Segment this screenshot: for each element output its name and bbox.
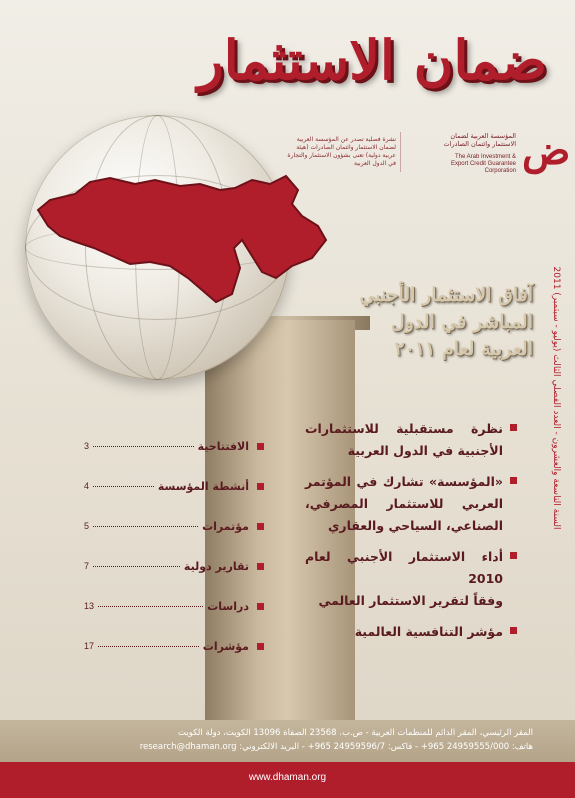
bullet-icon bbox=[257, 483, 264, 490]
toc-label: دراسات bbox=[207, 599, 249, 613]
toc-page: 4 bbox=[84, 481, 90, 491]
toc-label: أنشطة المؤسسة bbox=[157, 479, 249, 493]
bullet-icon bbox=[510, 552, 517, 559]
toc-item[interactable] bbox=[84, 586, 264, 626]
logo-divider bbox=[400, 132, 401, 172]
toc-leader bbox=[93, 566, 180, 567]
cover-headline bbox=[278, 282, 533, 363]
footer-address: المقر الرئيسي، المقر الدائم للمنظمات العربية - ص.ب. 23568 الصفاة 13096 الكويت، دولة الكويت bbox=[177, 728, 533, 738]
toc-item[interactable] bbox=[84, 466, 264, 506]
toc-item[interactable] bbox=[84, 626, 264, 666]
toc-page: 7 bbox=[84, 561, 90, 571]
bullet-icon bbox=[510, 627, 517, 634]
article-line: نظرة مستقبلية للاستثمارات bbox=[305, 421, 503, 436]
toc-label: الافتتاحية bbox=[197, 439, 249, 453]
article-line: وفقاً لتقرير الاستثمار العالمي bbox=[318, 593, 503, 608]
toc-leader bbox=[93, 526, 198, 527]
publication-description: نشرة فصلية تصدر عن المؤسسة العربية لضمان الاستثمار وائتمان الصادرات (هيئة عربية دولية) تعنى بشؤون الاستثمار والتجارة في الدول العربية bbox=[287, 136, 396, 167]
org-name-english: The Arab Investment & Export Credit Guarantee Corporation bbox=[450, 154, 516, 174]
featured-article[interactable] bbox=[305, 418, 517, 462]
magazine-title: ضمان الاستثمار bbox=[197, 28, 547, 92]
toc-item[interactable] bbox=[84, 506, 264, 546]
featured-article[interactable] bbox=[305, 546, 517, 612]
toc-leader bbox=[93, 486, 154, 487]
org-name-arabic: المؤسسة العربية لضمان الاستثمار وائتمان الصادرات bbox=[443, 132, 516, 148]
toc-label: مؤشرات bbox=[202, 639, 249, 653]
bullet-icon bbox=[257, 603, 264, 610]
article-line: أداء الاستثمار الأجنبي لعام 2010 bbox=[305, 549, 503, 586]
footer-contact: هاتف: 24959555/000 965+ - فاكس: 24959596/7 965+ - البريد الالكتروني: research@dhaman.org bbox=[139, 742, 533, 752]
dhaman-logo-icon: ض bbox=[522, 127, 571, 174]
table-of-contents bbox=[84, 426, 264, 666]
bullet-icon bbox=[257, 643, 264, 650]
article-line: مؤشر التنافسية العالمية bbox=[354, 624, 503, 639]
toc-item[interactable] bbox=[84, 546, 264, 586]
toc-page: 17 bbox=[84, 641, 95, 651]
publisher-logo-block bbox=[282, 127, 571, 176]
article-line: العربي للاستثمار المصرفي، bbox=[305, 496, 503, 511]
article-line: الصناعي، السياحي والعقاري bbox=[327, 518, 503, 533]
website-bar bbox=[0, 762, 575, 798]
article-line: الأجنبية في الدول العربية bbox=[347, 443, 503, 458]
headline-line: المباشر في الدول bbox=[390, 311, 533, 333]
featured-article[interactable] bbox=[305, 621, 517, 643]
article-line: «المؤسسة» تشارك في المؤتمر bbox=[305, 474, 503, 489]
featured-article[interactable] bbox=[305, 471, 517, 537]
toc-label: مؤتمرات bbox=[202, 519, 249, 533]
bullet-icon bbox=[257, 523, 264, 530]
issue-info bbox=[549, 248, 563, 548]
toc-page: 5 bbox=[84, 521, 90, 531]
toc-page: 13 bbox=[84, 601, 95, 611]
bullet-icon bbox=[510, 477, 517, 484]
website-link[interactable]: www.dhaman.org bbox=[248, 772, 327, 783]
toc-leader bbox=[98, 606, 203, 607]
bullet-icon bbox=[257, 563, 264, 570]
issue-info-text: السنة التاسعة والعشرون - العدد الفصلي الثالث (يوليو - سبتمبر) 2011 bbox=[551, 266, 561, 530]
bullet-icon bbox=[257, 443, 264, 450]
featured-articles bbox=[305, 418, 517, 652]
headline-line: آفاق الاستثمار الأجنبي bbox=[359, 284, 533, 306]
toc-leader bbox=[93, 446, 194, 447]
bullet-icon bbox=[510, 424, 517, 431]
toc-page: 3 bbox=[84, 441, 90, 451]
toc-label: تقارير دولية bbox=[183, 559, 249, 573]
toc-leader bbox=[98, 646, 199, 647]
toc-item[interactable] bbox=[84, 426, 264, 466]
headline-line: العربية لعام ٢٠١١ bbox=[394, 338, 533, 360]
